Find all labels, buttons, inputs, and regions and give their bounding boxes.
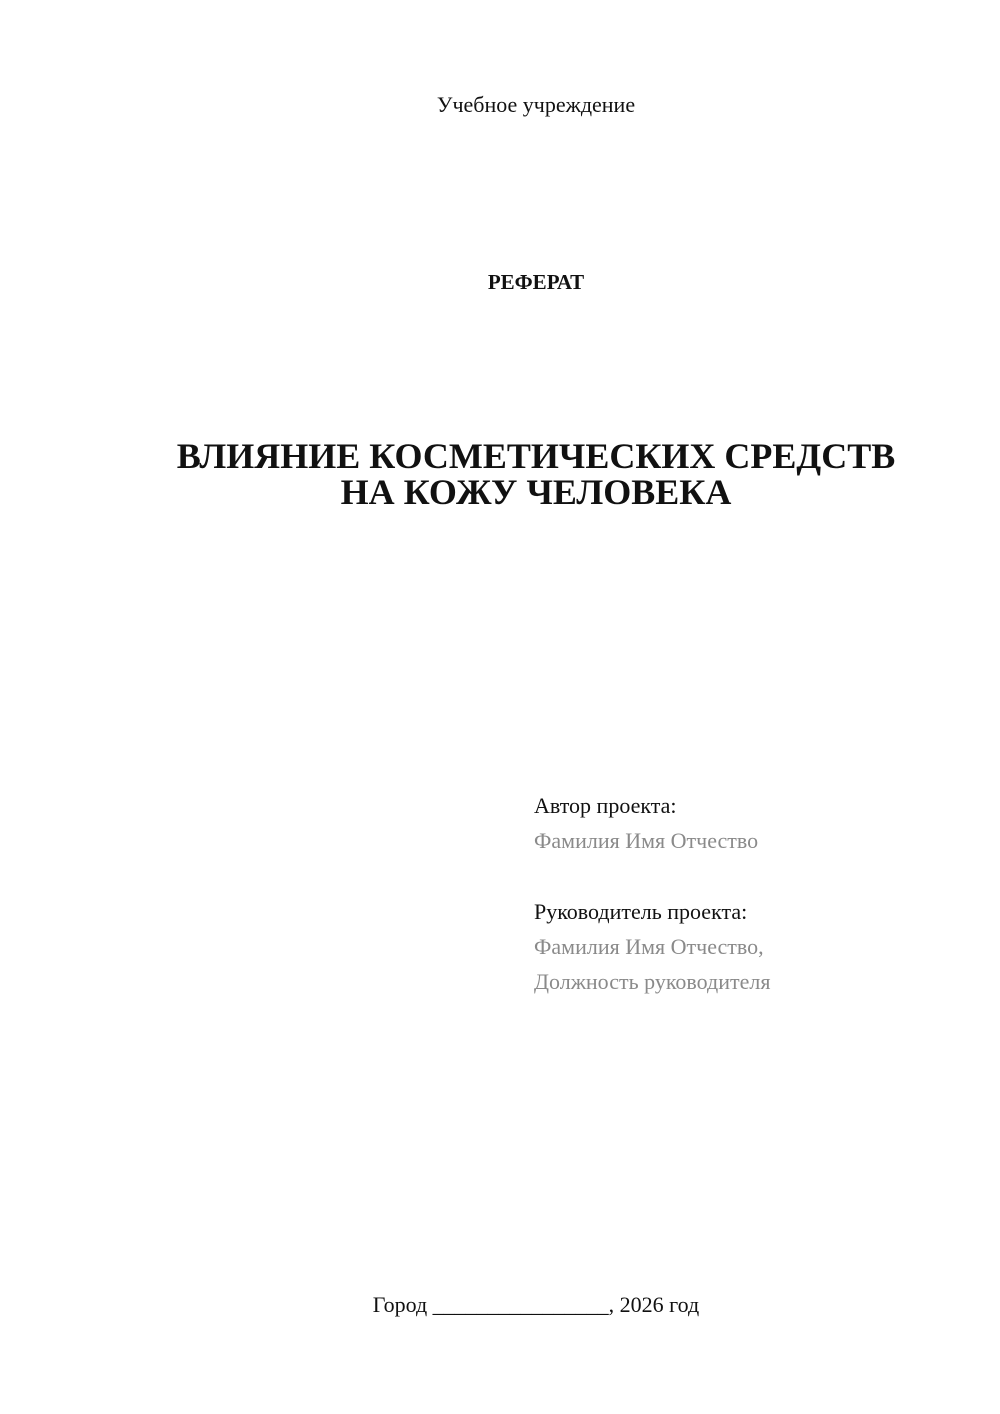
author-label: Автор проекта:	[534, 793, 677, 818]
credits-spacer	[534, 858, 974, 894]
supervisor-name: Фамилия Имя Отчество,	[534, 934, 764, 959]
document-title-line-1: ВЛИЯНИЕ КОСМЕТИЧЕСКИХ СРЕДСТВ	[176, 436, 896, 476]
author-name: Фамилия Имя Отчество	[534, 828, 759, 853]
city-year-line: Город ________________, 2026 год	[372, 1292, 700, 1317]
supervisor-label: Руководитель проекта:	[534, 899, 748, 924]
document-title-line-2: НА КОЖУ ЧЕЛОВЕКА	[340, 472, 732, 512]
document-title	[0, 438, 1000, 510]
supervisor-position: Должность руководителя	[534, 969, 771, 994]
document-type: РЕФЕРАТ	[487, 270, 585, 294]
institution-name: Учебное учреждение	[436, 92, 636, 117]
credits-block	[534, 788, 974, 999]
